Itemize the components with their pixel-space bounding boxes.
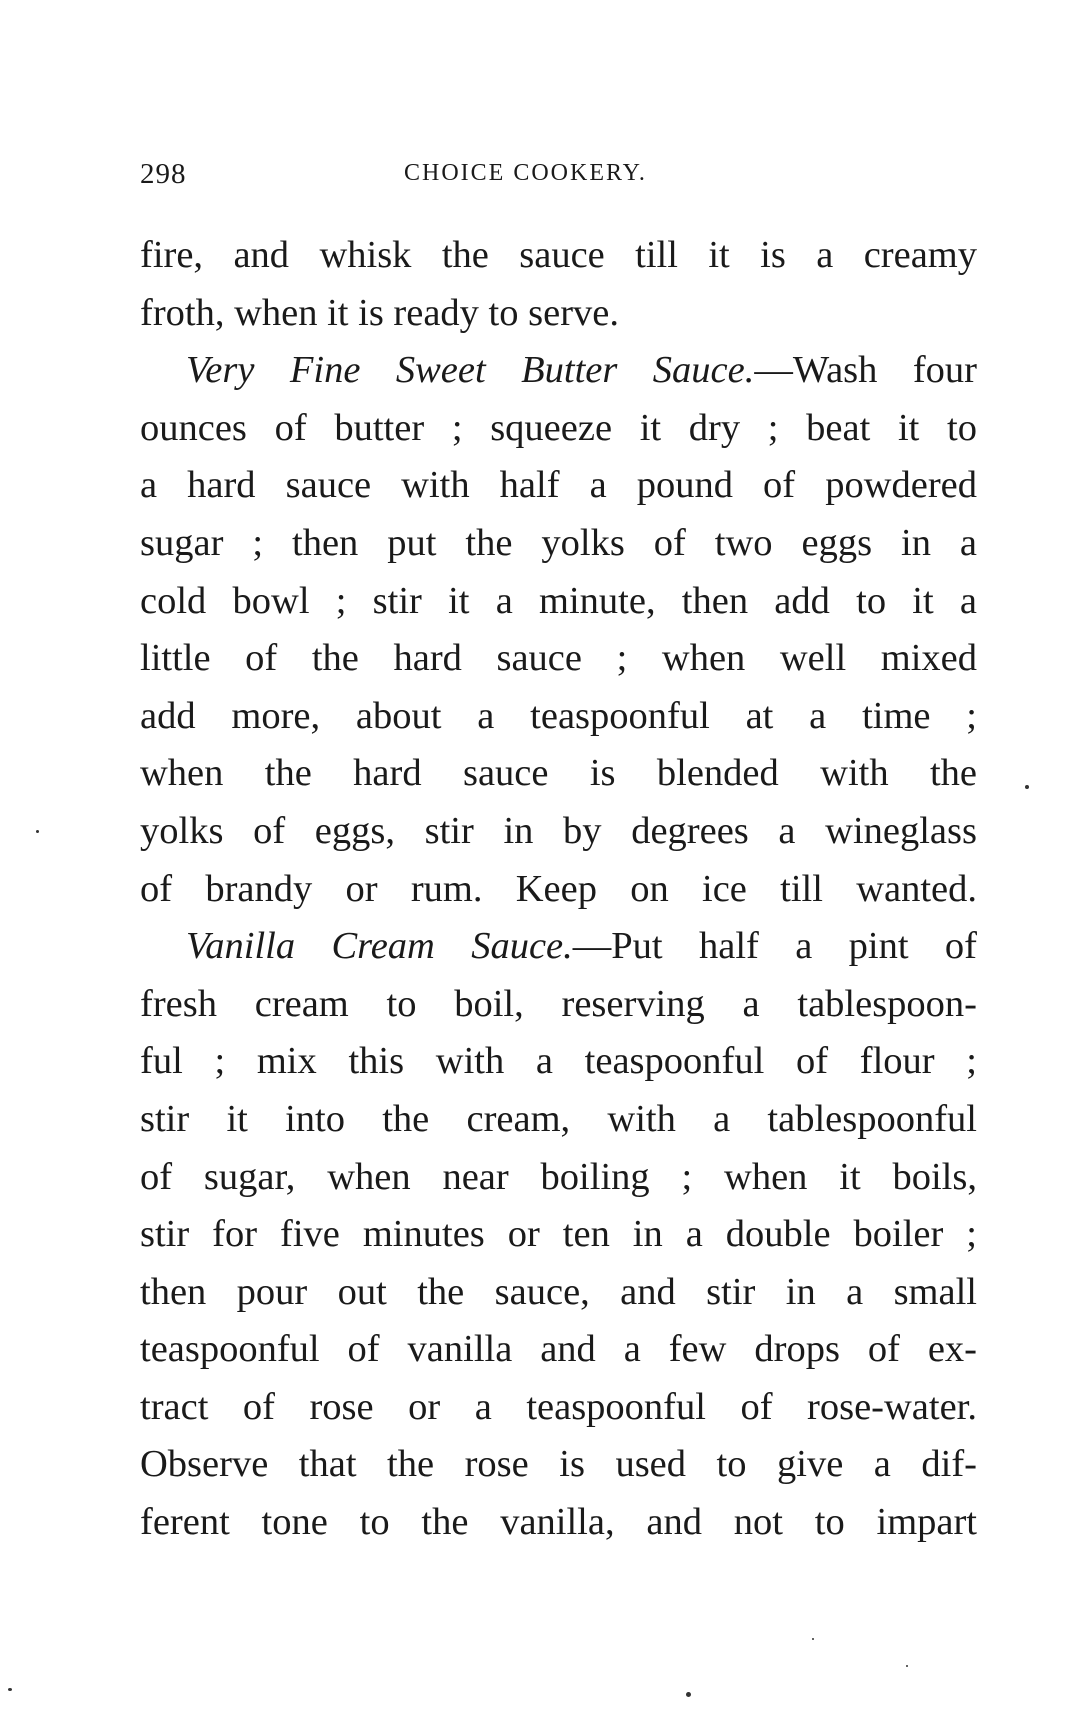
text-line: stir it into the cream, with a tablespoonful — [140, 1097, 977, 1140]
text-line: of brandy or rum. Keep on ice till wanted. — [140, 867, 977, 910]
running-head — [140, 158, 980, 198]
text-line: tract of rose or a teaspoonful of rose-water. — [140, 1385, 977, 1428]
page-number: 298 — [140, 158, 187, 190]
running-title: CHOICE COOKERY. — [404, 160, 647, 186]
scan-speck — [8, 1688, 12, 1691]
text-line: cold bowl ; stir it a minute, then add to it a — [140, 579, 977, 622]
text-line: stir for five minutes or ten in a double boiler ; — [140, 1213, 977, 1256]
text-line: sugar ; then put the yolks of two eggs in a — [140, 521, 977, 564]
recipe-title: Very Fine Sweet Butter Sauce. — [186, 349, 755, 392]
scan-speck — [906, 1665, 908, 1667]
scan-speck — [686, 1692, 691, 1697]
text-line: fire, and whisk the sauce till it is a creamy — [140, 234, 977, 276]
text-line: teaspoonful of vanilla and a few drops of ex- — [140, 1328, 977, 1371]
body-text — [140, 227, 977, 1552]
recipe-title: Vanilla Cream Sauce. — [186, 925, 573, 968]
text-line: ferent tone to the vanilla, and not to impart — [140, 1501, 977, 1544]
text-line: Observe that the rose is used to give a dif- — [140, 1443, 977, 1486]
text-line: fresh cream to boil, reserving a tablespoon- — [140, 982, 977, 1025]
recipe-heading-line — [140, 918, 977, 976]
text-line: ounces of butter ; squeeze it dry ; beat it to — [140, 406, 977, 449]
scan-speck — [1025, 785, 1029, 789]
scan-speck — [36, 830, 39, 833]
text-line: of sugar, when near boiling ; when it boils, — [140, 1155, 977, 1198]
text-line: froth, when it is ready to serve. — [140, 291, 619, 334]
text-line: a hard sauce with half a pound of powdered — [140, 464, 977, 507]
recipe-heading-line — [140, 342, 977, 400]
text-line: when the hard sauce is blended with the — [140, 752, 977, 795]
text-line: add more, about a teaspoonful at a time ; — [140, 694, 977, 737]
scan-speck — [812, 1638, 814, 1640]
text-line: little of the hard sauce ; when well mixed — [140, 637, 977, 680]
recipe-text: —Put half a pint of — [572, 925, 977, 968]
recipe-text: —Wash four — [754, 349, 978, 392]
text-line: ful ; mix this with a teaspoonful of flour ; — [140, 1040, 977, 1083]
text-line: then pour out the sauce, and stir in a small — [140, 1270, 977, 1313]
text-line: yolks of eggs, stir in by degrees a wineglass — [140, 809, 977, 852]
